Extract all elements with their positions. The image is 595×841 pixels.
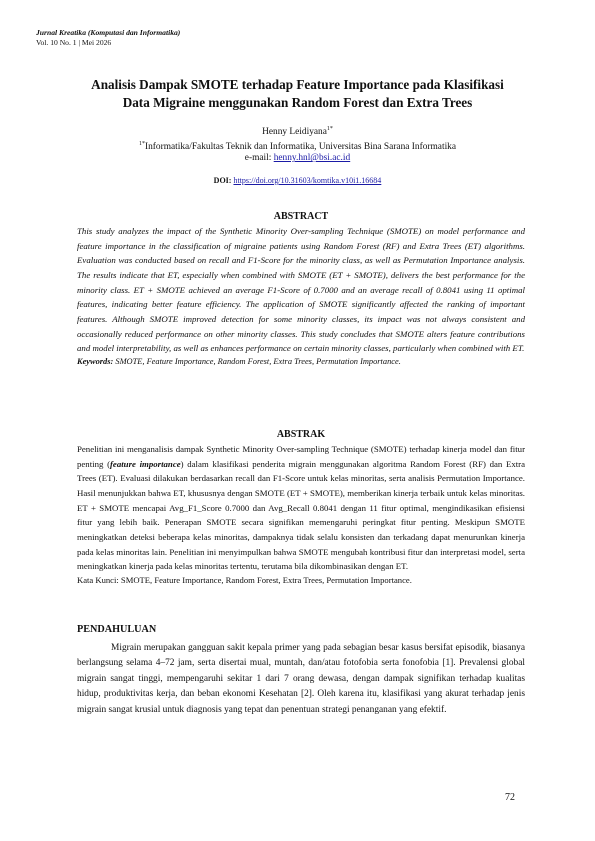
doi-label: DOI: <box>213 176 234 185</box>
abstract-text: This study analyzes the impact of the Synthetic Minority Over-sampling Technique (SMOTE) on model performance and feature importance in the classification of migraine patients using Random Forest (RF) and Extra Trees (ET) algorithms. Evaluation was conducted based on recall and F1-Score for the minority class, as well as Permutation Importance analysis. The results indicate that ET, especially when combined with SMOTE (ET + SMOTE), delivers the best performance for the minority class. ET + SMOTE achieved an average F1-Score of 0.7000 and an average recall of 0.8041 using 11 optimal features, indicating better feature efficiency. The application of SMOTE significantly affected the ranking of important features. Although SMOTE improved detection for some minority classes, its impact was not always consistent and occasionally reduced performance on other minority classes. This study concludes that SMOTE alters feature contributions and model interpretability, as well as enhances performance on certain minority classes, particularly when combined with ET. <box>77 226 525 354</box>
abstract-keywords <box>77 356 525 368</box>
keywords-list: SMOTE, Feature Importance, Random Forest, Extra Trees, Permutation Importance. <box>115 356 401 366</box>
email-label: e-mail: <box>244 153 274 164</box>
affiliation: Informatika/Fakultas Teknik dan Informatika, Universitas Bina Sarana Informatika <box>144 141 457 152</box>
abstrak-text <box>77 442 525 574</box>
abstrak-feature-importance: feature importance <box>110 458 181 469</box>
abstrak-text-part-2: ) dalam klasifikasi penderita migrain menggunakan algoritma Random Forest (RF) dan Extra Trees (ET). Evaluasi dilakukan berdasarkan recall dan F1-Score untuk kelas minoritas, serta analisis Permutation Importance. Hasil menunjukkan bahwa ET, khususnya dengan SMOTE (ET + SMOTE), memberikan kinerja terbaik untuk kelas minoritas. ET + SMOTE mencapai Avg_F1_Score 0.7000 dan Avg_Recall 0.8041 dengan 11 fitur optimal, mengindikasikan efisiensi fitur yang lebih baik. Penerapan SMOTE secara signifikan memengaruhi peringkat fitur penting. Meskipun SMOTE meningkatkan deteksi beberapa kelas minoritas, dampaknya tidak selalu konsisten dan terkadang dapat menurunkan kinerja pada kelas minoritas lain. Penelitian ini menyimpulkan bahwa SMOTE mengubah kontribusi fitur dan interpretasi model, serta meningkatkan kinerja pada kelas minoritas tertentu, terutama bila dikombinasikan dengan ET. <box>77 458 526 572</box>
email-link[interactable]: henny.hnl@bsi.ac.id <box>273 153 351 164</box>
paper-title <box>40 76 555 111</box>
author-line <box>40 124 555 139</box>
abstract-heading: ABSTRACT <box>273 211 329 222</box>
abstrak-section <box>77 429 525 587</box>
paper-title-line-1: Analisis Dampak SMOTE terhadap Feature Importance pada Klasifikasi <box>91 77 504 92</box>
doi-link[interactable]: https://doi.org/10.31603/komtika.v10i1.16684 <box>233 176 382 185</box>
abstract-section <box>77 211 525 368</box>
author-name: Henny Leidiyana <box>262 127 327 138</box>
abstrak-text-part-1: Penelitian ini menganalisis dampak Synthetic Minority Over-sampling Technique (SMOTE) terhadap kinerja model dan fitur penting ( <box>77 444 525 469</box>
introduction-heading: PENDAHULUAN <box>77 624 157 635</box>
affiliation-superscript: 1* <box>138 140 145 147</box>
journal-name: Jurnal Kreatika (Komputasi dan Informatika) <box>36 28 181 37</box>
abstrak-keywords: Kata Kunci: SMOTE, Feature Importance, Random Forest, Extra Trees, Permutation Importance. <box>77 574 412 585</box>
author-superscript: 1* <box>326 126 333 132</box>
introduction-section <box>77 624 525 718</box>
introduction-paragraph: Migrain merupakan gangguan sakit kepala primer yang pada sebagian besar kasus bersifat episodik, biasanya berlangsung selama 4–72 jam, serta disertai mual, muntah, dan/atau fotofobia serta fonofobia [1]. Prevalensi global migrain sangat tinggi, mempengaruhi sekitar 1 dari 7 orang dewasa, dengan dampak signifikan terhadap kualitas hidup, produktivitas kerja, dan beban ekonomi Kesehatan [2]. Oleh karena itu, klasifikasi yang akurat terhadap jenis migrain sangat krusial untuk diagnosis yang tepat dan penentuan strategi penanganan yang efektif. <box>77 643 525 715</box>
page-number: 72 <box>505 792 515 803</box>
doi-line <box>40 176 555 185</box>
email-line <box>40 153 555 165</box>
journal-volume: Vol. 10 No. 1 | Mei 2026 <box>36 38 112 47</box>
journal-header <box>36 28 180 48</box>
author-block <box>40 124 555 165</box>
paper-title-line-2: Data Migraine menggunakan Random Forest dan Extra Trees <box>122 94 473 110</box>
keywords-label: Keywords: <box>77 356 116 366</box>
affiliation-line <box>40 139 555 154</box>
abstrak-heading: ABSTRAK <box>276 429 326 440</box>
